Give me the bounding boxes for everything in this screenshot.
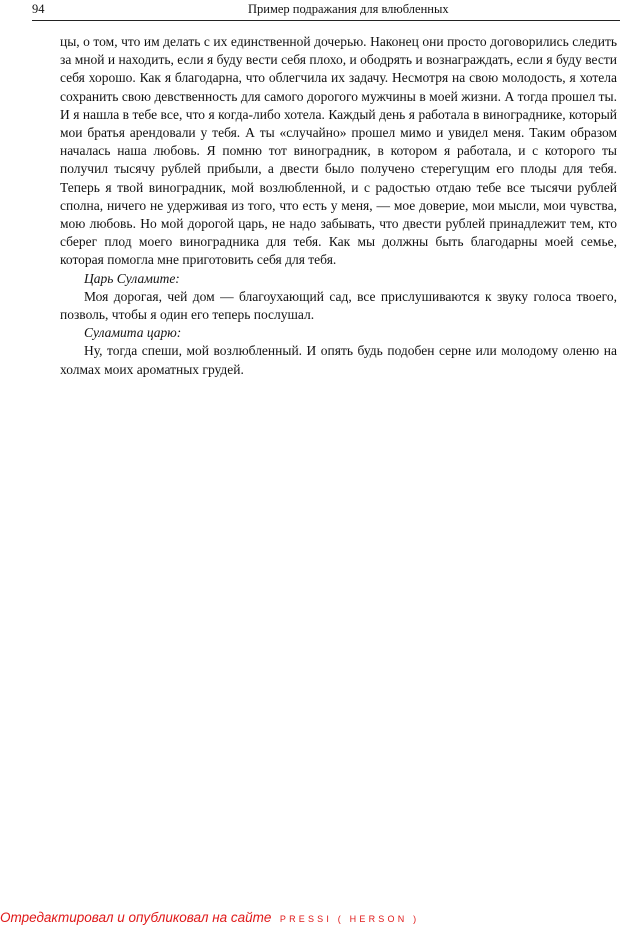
speaker-heading-shulamite: Суламита царю:: [84, 325, 182, 341]
paragraph-king-speech: Моя дорогая, чей дом — благоухающий сад, все прислушиваются к звуку голоса твоего, позволь, чтобы я один его теперь послушал.: [60, 288, 617, 323]
footer-site-name: PRESSI ( HERSON ): [279, 914, 420, 924]
paragraph-shulamite-speech: Ну, тогда спеши, мой возлюбленный. И опять будь подобен серне или молодому оленю на холмах моих ароматных грудей.: [60, 343, 617, 377]
footer-credit-text: Отредактировал и опубликовал на сайте: [0, 910, 272, 925]
page-number: 94: [32, 2, 45, 16]
page-header: [32, 2, 620, 21]
speaker-heading-king: Царь Суламите:: [84, 270, 180, 286]
footer-credit: [0, 909, 419, 927]
running-title: Пример подражания для влюбленных: [248, 2, 449, 16]
paragraph-continuation: цы, о том, что им делать с их единственной дочерью. Наконец они просто договорились следить за мной и находить, если я буду вести себя плохо, и ободрять и вознаграждать, если я буду вести себя хорошо. Как я благодарна, что облегчила их задачу. Несмотря на свою молодость, я хотела сохранить свою девственность для самого дорогого мужчины в моей жизни. А тогда прошел ты. И я нашла в тебе все, что я когда-либо хотела. Каждый день я работала в винограднике, который мои братья арендовали у тебя. А ты «случайно» прошел мимо и увидел меня. Таким образом началась наша любовь. Я помню тот виноградник, в котором я работала, и с которого ты получил тысячу рублей прибыли, а двести было получено стерегущим его плоды для тебя. Теперь я твой виноградник, мой возлюбленной, и с радостью отдаю тебе все тысячи рублей сполна, ничего не удерживая из того, что есть у меня, — мое доверие, мои мысли, мои чувства, мою любовь. Но мой дорогой царь, не надо забывать, что двести рублей принадлежит тем, кто сберег плод моего виноградника для тебя. Как мы должны быть благодарны моей семье, которая помогла мне приготовить себя для тебя.: [60, 34, 617, 268]
body-text: [60, 33, 617, 379]
